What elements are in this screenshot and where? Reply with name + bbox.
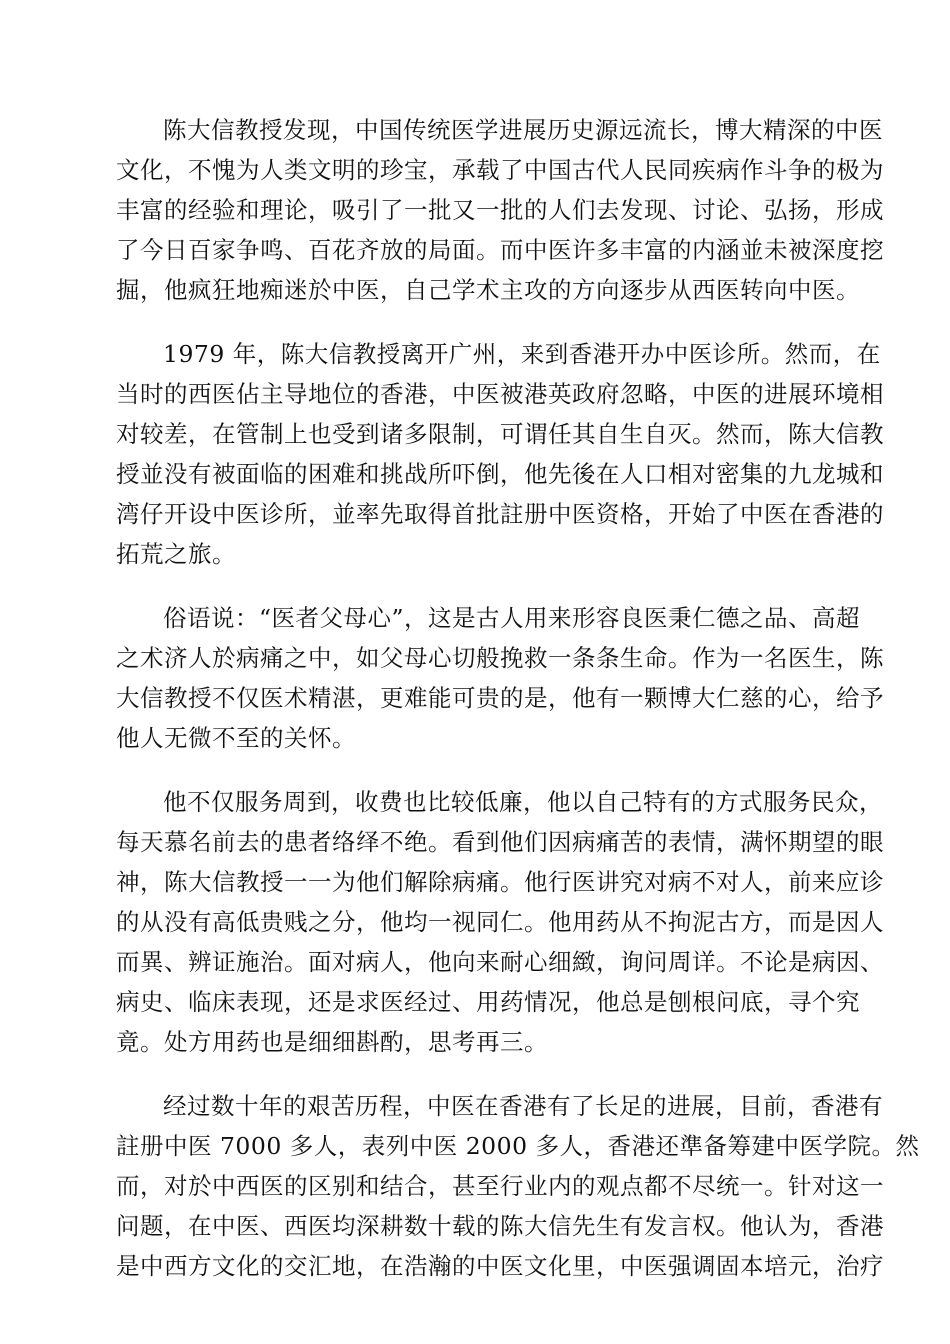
paragraph-4 xyxy=(116,782,884,1062)
text-line: 他人无微不至的关怀。 xyxy=(116,724,356,752)
paragraph-3 xyxy=(116,598,884,758)
text-line: 湾仔开设中医诊所，並率先取得首批註册中医资格，开始了中医在香港的 xyxy=(116,500,884,528)
text-line: 丰富的经验和理论，吸引了一批又一批的人们去发现、讨论、弘扬，形成 xyxy=(116,196,884,224)
paragraph-5 xyxy=(116,1086,920,1286)
text-line: 竟。处方用药也是细细斟酌，思考再三。 xyxy=(116,1028,548,1056)
text-line: 神，陈大信教授一一为他们解除病痛。他行医讲究对病不对人，前来应诊 xyxy=(116,868,884,896)
article-body xyxy=(116,110,920,1310)
text-line: 俗语说：“医者父母心”，这是古人用来形容良医秉仁德之品、高超 xyxy=(163,604,861,632)
text-line: 的从没有高低贵贱之分，他均一视同仁。他用药从不拘泥古方，而是因人 xyxy=(116,908,884,936)
text-line: 问题，在中医、西医均深耕数十载的陈大信先生有发言权。他认为，香港 xyxy=(116,1212,884,1240)
text-line: 病史、临床表现，还是求医经过、用药情况，他总是刨根问底，寻个究 xyxy=(116,988,860,1016)
text-line: 他不仅服务周到，收费也比较低廉，他以自己特有的方式服务民众， xyxy=(163,788,883,816)
text-line: 文化，不愧为人类文明的珍宝，承载了中国古代人民同疾病作斗争的极为 xyxy=(116,156,884,184)
text-line: 是中西方文化的交汇地，在浩瀚的中医文化里，中医强调固本培元，治疗 xyxy=(116,1252,884,1280)
text-line: 对较差，在管制上也受到诸多限制，可谓任其自生自灭。然而，陈大信教 xyxy=(116,420,884,448)
text-line: 註册中医 7000 多人，表列中医 2000 多人，香港还準备筹建中医学院。然 xyxy=(116,1132,920,1160)
text-line: 而，对於中西医的区别和结合，甚至行业内的观点都不尽统一。针对这一 xyxy=(116,1172,884,1200)
text-line: 1979 年，陈大信教授离开广州，来到香港开办中医诊所。然而，在 xyxy=(163,340,881,368)
text-line: 拓荒之旅。 xyxy=(116,540,236,568)
text-line: 当时的西医佔主导地位的香港，中医被港英政府忽略，中医的进展环境相 xyxy=(116,380,884,408)
paragraph-2 xyxy=(116,334,884,574)
text-line: 陈大信教授发现，中国传统医学进展历史源远流长，博大精深的中医 xyxy=(163,116,883,144)
text-line: 每天慕名前去的患者络绎不绝。看到他们因病痛苦的表情，满怀期望的眼 xyxy=(116,828,884,856)
text-line: 经过数十年的艰苦历程，中医在香港有了长足的进展，目前，香港有 xyxy=(163,1092,883,1120)
paragraph-1 xyxy=(116,110,884,310)
text-line: 而異、辨证施治。面对病人，他向来耐心细緻，询问周详。不论是病因、 xyxy=(116,948,884,976)
text-line: 之术济人於病痛之中，如父母心切般挽救一条条生命。作为一名医生，陈 xyxy=(116,644,884,672)
text-line: 掘，他疯狂地痴迷於中医，自己学术主攻的方向逐步从西医转向中医。 xyxy=(116,276,860,304)
text-line: 授並没有被面临的困难和挑战所吓倒，他先後在人口相对密集的九龙城和 xyxy=(116,460,884,488)
text-line: 大信教授不仅医术精湛，更难能可贵的是，他有一颗博大仁慈的心，给予 xyxy=(116,684,884,712)
text-line: 了今日百家争鸣、百花齐放的局面。而中医许多丰富的内涵並未被深度挖 xyxy=(116,236,884,264)
